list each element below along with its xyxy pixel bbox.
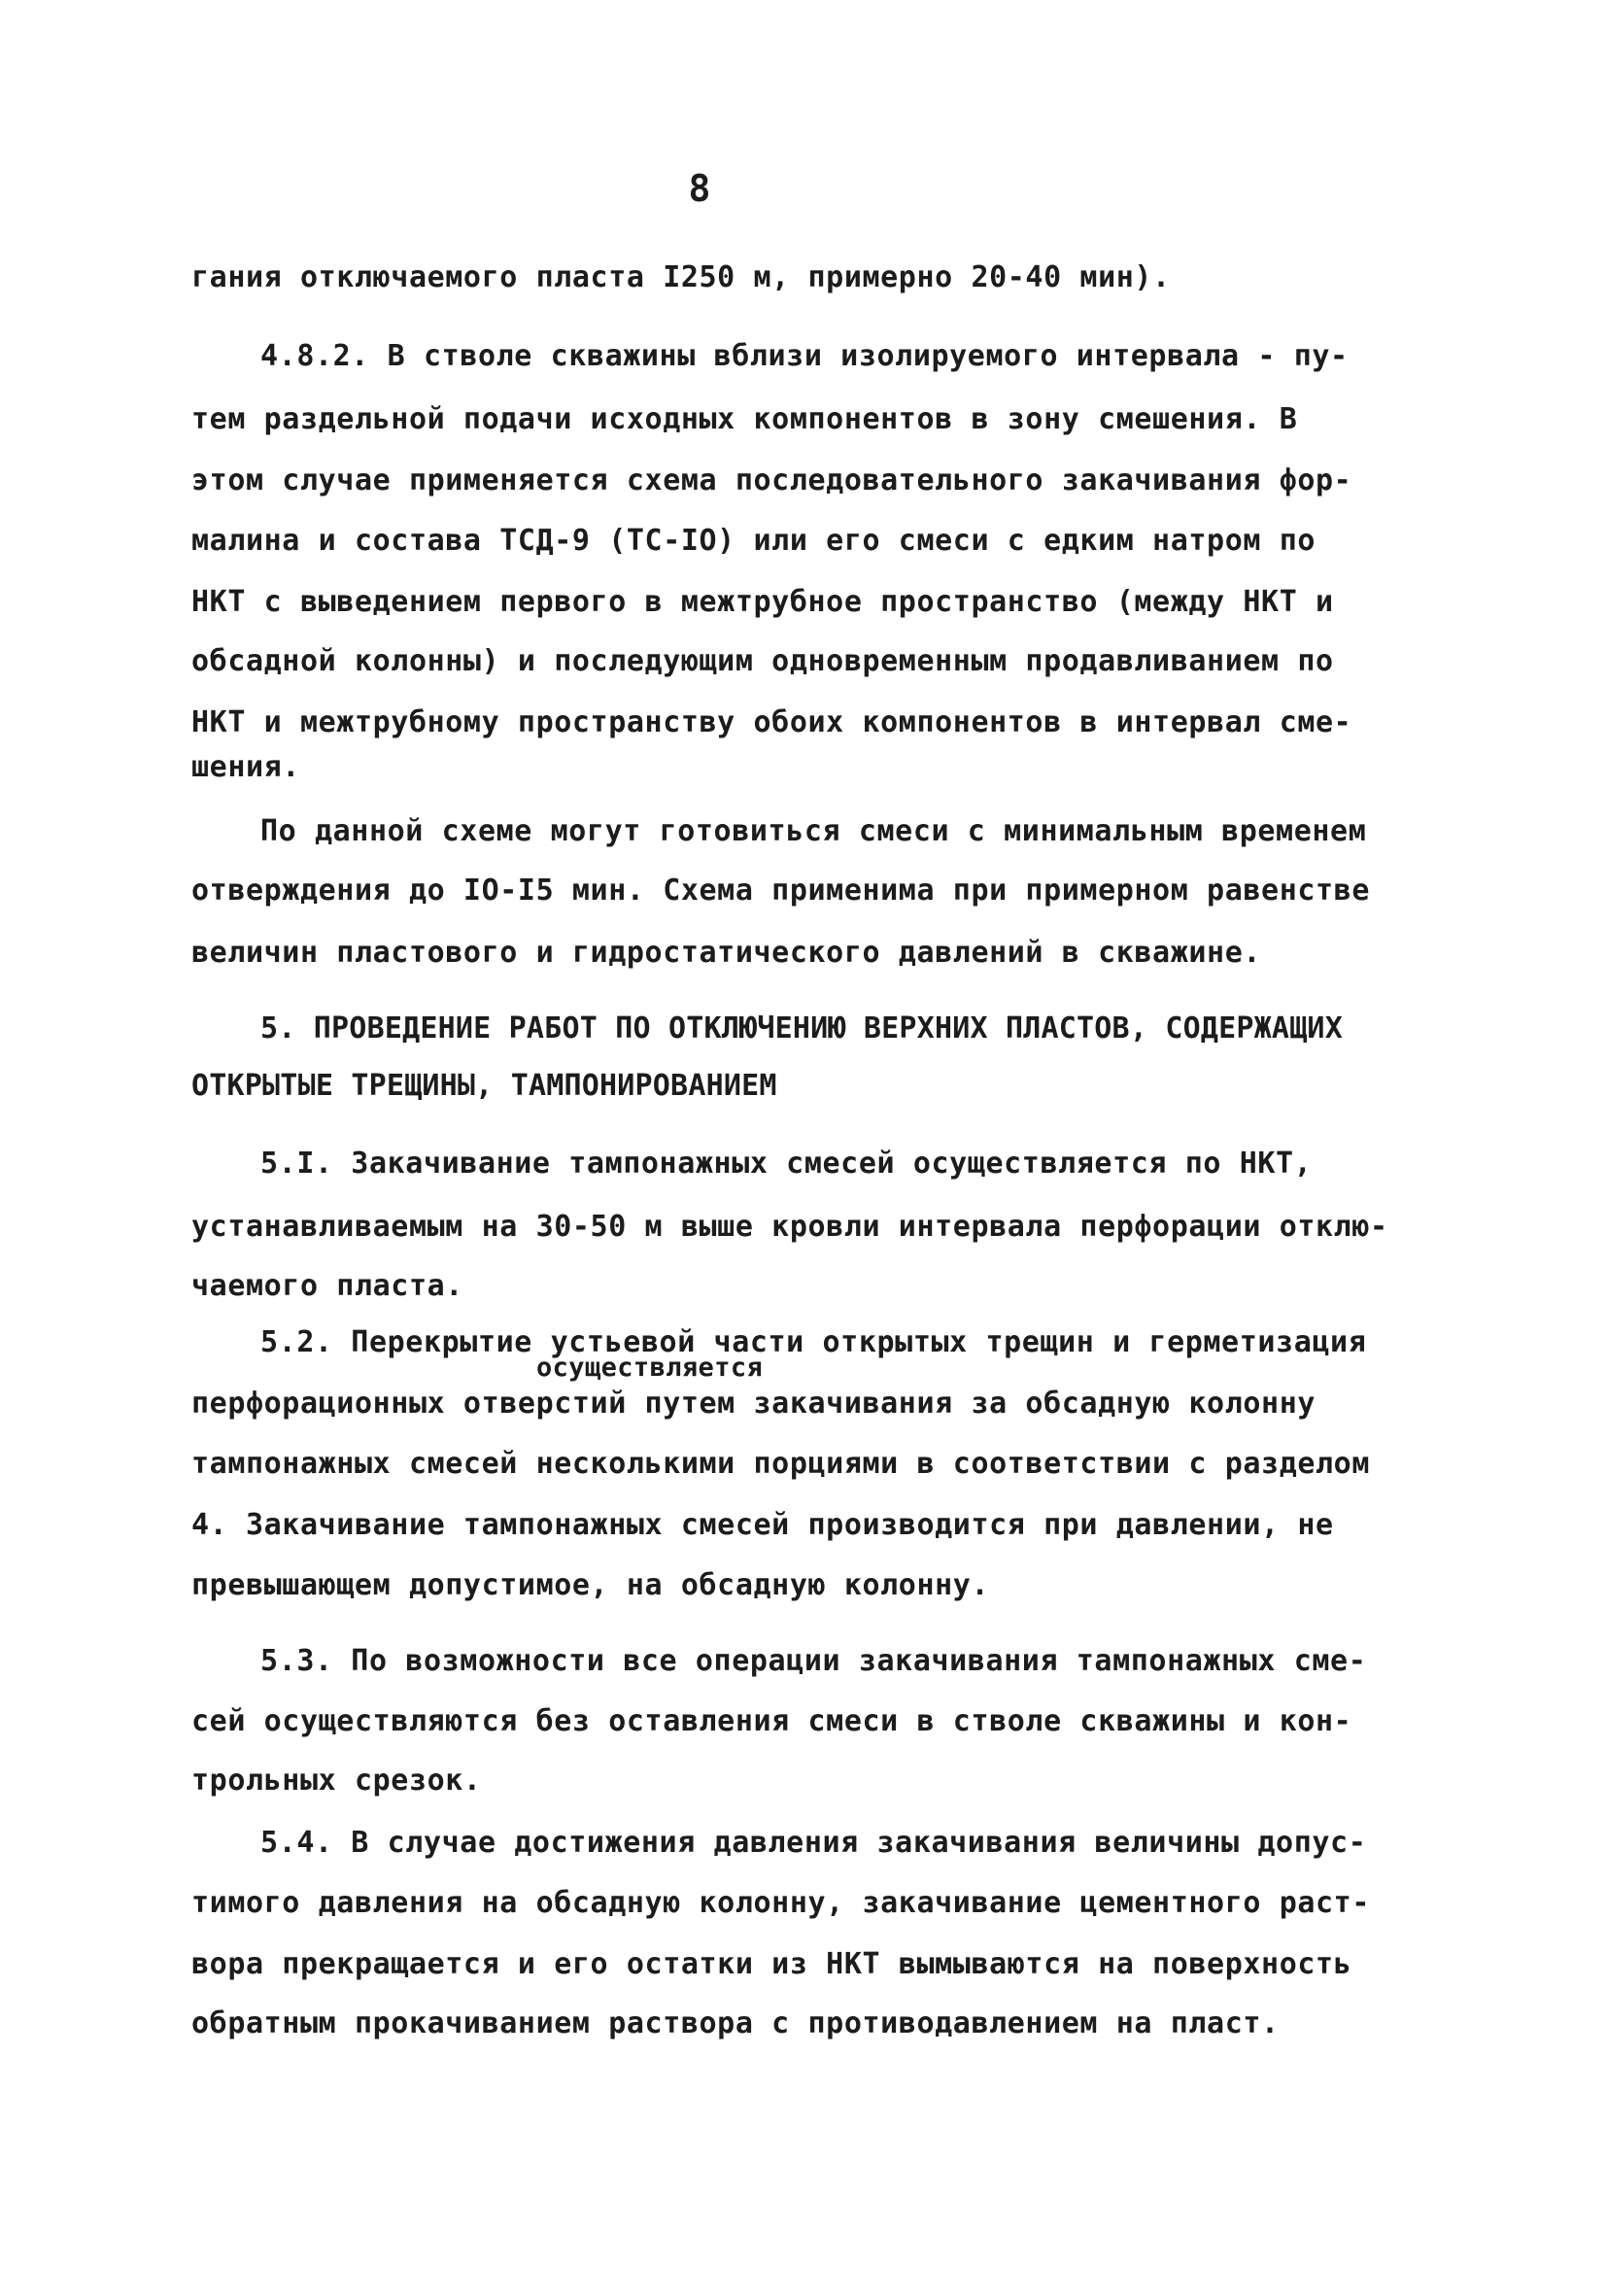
text-line: тем раздельной подачи исходных компонентов в зону смешения. В — [191, 402, 1298, 436]
section-heading: 5. ПРОВЕДЕНИЕ РАБОТ ПО ОТКЛЮЧЕНИЮ ВЕРХНИХ ПЛАСТОВ, СОДЕРЖАЩИХ — [260, 1011, 1343, 1045]
text-line: 4.8.2. В стволе скважины вблизи изолируемого интервала - пу- — [260, 339, 1349, 373]
text-line: превышающем допустимое, на обсадную колонну. — [191, 1568, 990, 1602]
text-line: 4. Закачивание тампонажных смесей производится при давлении, не — [191, 1508, 1334, 1542]
text-line: величин пластового и гидростатического давлений в скважине. — [191, 936, 1262, 970]
text-line: тимого давления на обсадную колонну, закачивание цементного раст- — [191, 1886, 1370, 1920]
text-line: тампонажных смесей несколькими порциями в соответствии с разделом — [191, 1447, 1370, 1481]
handwritten-insertion: осуществляется — [536, 1353, 764, 1383]
text-line: этом случае применяется схема последовательного закачивания фор- — [191, 463, 1352, 497]
text-line: вора прекращается и его остатки из НКТ вымываются на поверхность — [191, 1947, 1352, 1981]
text-line: По данной схеме могут готовиться смеси с минимальным временем — [260, 814, 1367, 848]
text-line: трольных срезок. — [191, 1764, 482, 1798]
page-number: 8 — [688, 167, 711, 210]
text-line: малина и состава ТСД-9 (ТС-IO) или его смеси с едким натром по — [191, 524, 1316, 558]
text-line: шения. — [191, 750, 300, 784]
text-line: чаемого пласта. — [191, 1269, 463, 1303]
text-line: перфорационных отверстий путем закачивания за обсадную колонну — [191, 1387, 1316, 1421]
text-line: 5.2. Перекрытие устьевой части открытых трещин и герметизация — [260, 1325, 1367, 1359]
text-line: НКТ с выведением первого в межтрубное пространство (между НКТ и — [191, 585, 1334, 619]
text-line: отверждения до IO-I5 мин. Схема применима при примерном равенстве — [191, 874, 1370, 908]
text-line: обсадной колонны) и последующим одновременным продавливанием по — [191, 644, 1334, 678]
section-heading: ОТКРЫТЫЕ ТРЕЩИНЫ, ТАМПОНИРОВАНИЕМ — [191, 1069, 777, 1103]
text-line: 5.4. В случае достижения давления закачивания величины допус- — [260, 1826, 1367, 1860]
text-line: 5.I. Закачивание тампонажных смесей осуществляется по НКТ, — [260, 1147, 1313, 1181]
text-line: устанавливаемым на 30-50 м выше кровли интервала перфорации отклю- — [191, 1210, 1388, 1244]
text-line: обратным прокачиванием раствора с противодавлением на пласт. — [191, 2006, 1280, 2040]
text-line: гания отключаемого пласта I250 м, примерно 20-40 мин). — [191, 260, 1171, 294]
text-line: НКТ и межтрубному пространству обоих компонентов в интервал сме- — [191, 705, 1352, 739]
text-line: сей осуществляются без оставления смеси в стволе скважины и кон- — [191, 1704, 1352, 1738]
text-line: 5.3. По возможности все операции закачивания тампонажных сме- — [260, 1644, 1367, 1678]
